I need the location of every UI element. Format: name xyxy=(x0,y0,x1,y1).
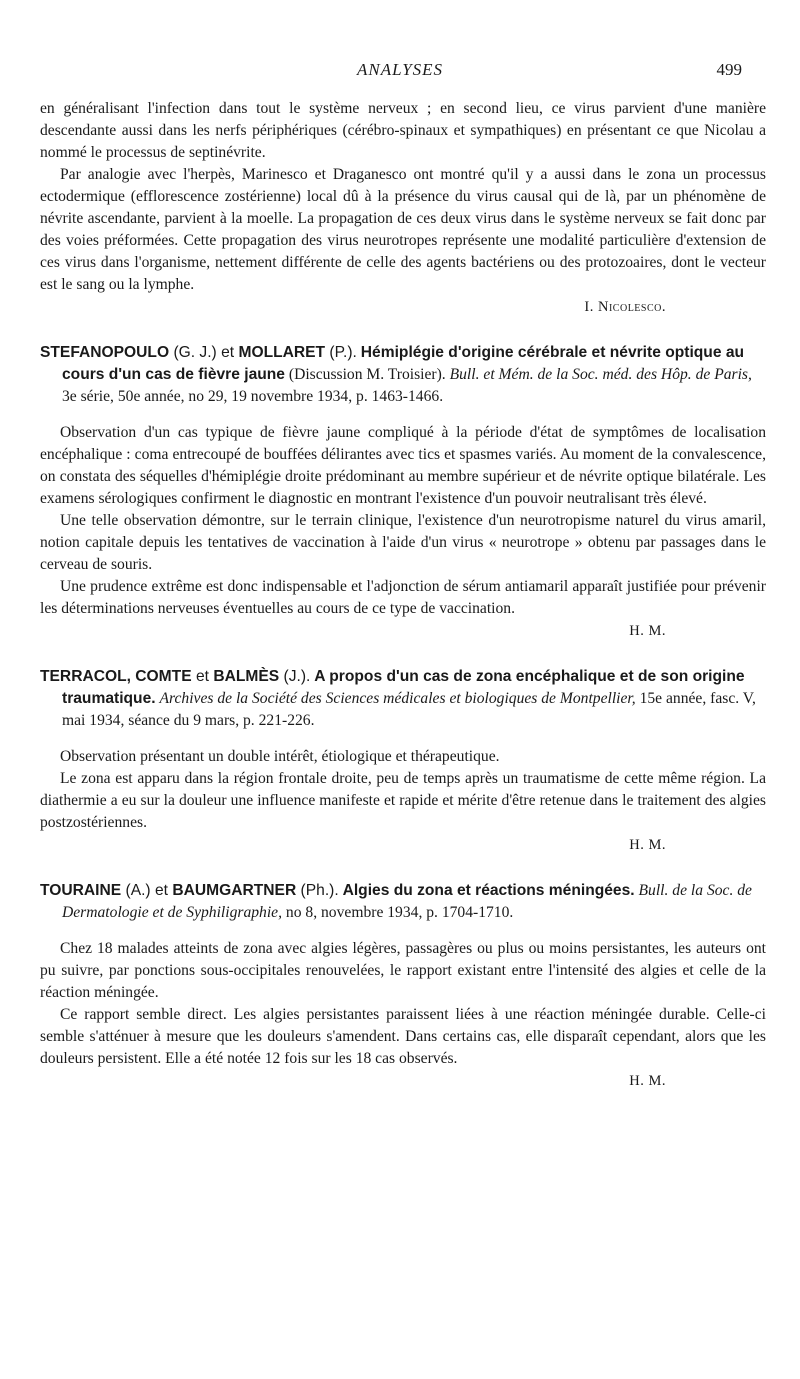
entry-paragraph: Le zona est apparu dans la région frontale droite, peu de temps après un traumatisme de cette même région. La diathermie a eu sur la douleur une influence manifeste et rapide et mérite d'être retenue dans le traitement des algies postzostériennes. xyxy=(40,770,766,831)
intro-section xyxy=(40,98,766,318)
entry-source: Bull. et Mém. de la Soc. méd. des Hôp. de Paris, xyxy=(449,366,752,383)
signature: H. M. xyxy=(629,1073,666,1089)
entry-heading xyxy=(40,880,766,924)
signature: I. Nicolesco. xyxy=(584,299,666,315)
entry-heading xyxy=(40,342,766,408)
signature: H. M. xyxy=(629,623,666,639)
author-initials: (G. J.) xyxy=(173,344,217,361)
entry-title: Hémiplégie d'origine cérébrale et névrite optique au cours d'un cas de fièvre jaune xyxy=(62,344,745,383)
entry-note: (Discussion M. Troisier). xyxy=(288,366,446,383)
author-name: TOURAINE xyxy=(40,882,122,899)
analysis-entry xyxy=(40,666,766,856)
author-initials: (P.). xyxy=(329,344,357,361)
intro-paragraph: en généralisant l'infection dans tout le système nerveux ; en second lieu, ce virus parvient d'une manière descendante aussi dans les nerfs périphériques (cérébro-spinaux et sympathiques) en présentant ce que Nicolau a nommé le processus de septinévrite. xyxy=(40,100,766,161)
entry-paragraph: Observation d'un cas typique de fièvre jaune compliqué à la période d'état de symptômes de localisation encéphalique : coma entrecoupé de bouffées délirantes avec tics et spasmes variés. Au moment de la convalescence, on constata des séquelles d'hémiplégie droite prédominant au membre supérieur et de névrite optique bilatérale. Les examens sérologiques confirment le diagnostic en montrant l'existence d'un pouvoir neutralisant très élevé. xyxy=(40,424,766,507)
entry-details: 3e série, 50e année, no 29, 19 novembre 1934, p. 1463-1466. xyxy=(62,388,444,405)
author-name: BALMÈS xyxy=(213,668,280,685)
entry-paragraph: Ce rapport semble direct. Les algies persistantes paraissent liées à une réaction méningée durable. Celle-ci semble s'atténuer à mesure que les douleurs s'amendent. Dans certains cas, elle disparaît cependant, alors que les douleurs persistent. Elle a été notée 12 fois sur les 18 cas observés. xyxy=(40,1006,766,1067)
running-title: ANALYSES xyxy=(356,60,444,79)
entry-source: Bull. de la Soc. de Dermatologie et de Syphiligraphie, xyxy=(62,882,752,921)
entry-paragraph: Chez 18 malades atteints de zona avec algies légères, passagères ou plus ou moins persistantes, les auteurs ont pu suivre, par ponctions sous-occipitales renouvelées, le rapport existant entre l'intensité des algies et celle de la réaction méningée. xyxy=(40,940,766,1001)
author-initials: (Ph.). xyxy=(300,882,339,899)
page-header xyxy=(0,60,800,90)
entry-authors xyxy=(40,344,357,361)
author-name: MOLLARET xyxy=(238,344,326,361)
author-conjunction: et xyxy=(154,882,168,899)
entry-title: A propos d'un cas de zona encéphalique et de son origine traumatique. xyxy=(62,668,745,707)
entry-heading xyxy=(40,666,766,732)
entry-authors xyxy=(40,668,310,685)
entry-authors xyxy=(40,882,339,899)
entry-paragraph: Observation présentant un double intérêt, étiologique et thérapeutique. xyxy=(60,748,500,765)
signature: H. M. xyxy=(629,837,666,853)
author-conjunction: et xyxy=(195,668,209,685)
author-name: TERRACOL, COMTE xyxy=(40,668,192,685)
analysis-entry xyxy=(40,880,766,1092)
page-content xyxy=(40,98,766,1092)
author-conjunction: et xyxy=(221,344,235,361)
author-name: BAUMGARTNER xyxy=(172,882,297,899)
entry-details: no 8, novembre 1934, p. 1704-1710. xyxy=(285,904,514,921)
author-name: STEFANOPOULO xyxy=(40,344,170,361)
page-number: 499 xyxy=(716,60,742,79)
author-initials: (A.) xyxy=(125,882,151,899)
entry-paragraph: Une telle observation démontre, sur le terrain clinique, l'existence d'un neurotropisme naturel du virus amaril, notion capitale depuis les tentatives de vaccination à l'aide d'un virus « neurotrope » obtenu par passages dans le cerveau de souris. xyxy=(40,512,766,573)
entry-title: Algies du zona et réactions méningées. xyxy=(342,882,635,899)
entry-paragraph: Une prudence extrême est donc indispensable et l'adjonction de sérum antiamaril apparaît justifiée pour prévenir les déterminations nerveuses éventuelles au cours de ce type de vaccination. xyxy=(40,578,766,617)
entry-source: Archives de la Société des Sciences médicales et biologiques de Montpellier, xyxy=(159,690,636,707)
author-initials: (J.). xyxy=(283,668,311,685)
intro-paragraph: Par analogie avec l'herpès, Marinesco et Draganesco ont montré qu'il y a aussi dans le zona un processus ectodermique (efflorescence zostérienne) local dû à la présence du virus causal qui de là, par un phénomène de névrite ascendante, parvient à la moelle. La propagation de ces deux virus dans le système nerveux se fait donc par des voies préformées. Cette propagation des virus neurotropes représente une modalité particulière d'extension de ces virus dans l'organisme, nettement différente de celle des agents bactériens ou des protozoaires, dont le vecteur est le sang ou la lymphe. xyxy=(40,166,766,293)
analysis-entry xyxy=(40,342,766,642)
entry-details: 15e année, fasc. V, mai 1934, séance du 9 mars, p. 221-226. xyxy=(62,690,756,729)
